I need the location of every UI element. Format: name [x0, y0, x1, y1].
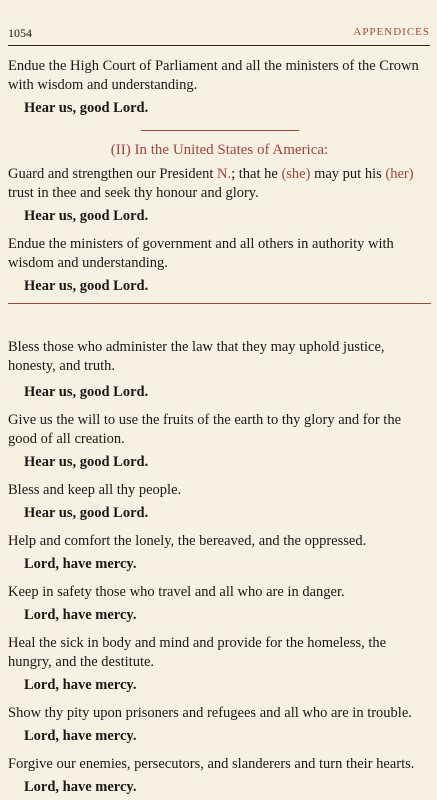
response-text: Hear us, good Lord.	[24, 505, 149, 521]
litany-body	[8, 52, 431, 797]
petition-text: Guard and strengthen our President N.; that he (she) may put his (her) trust in thee and seek thy honour and glory.	[8, 166, 414, 201]
petition-text: Bless and keep all thy people.	[8, 482, 182, 498]
petition-text: Endue the ministers of government and all others in authority with wisdom and understanding.	[8, 236, 394, 271]
petition-text: Show thy pity upon prisoners and refugees and all who are in trouble.	[8, 705, 412, 721]
petition-text: Endue the High Court of Parliament and all the ministers of the Crown with wisdom and understanding.	[8, 58, 419, 93]
page-number: 1054	[8, 26, 32, 40]
petition-text: Keep in safety those who travel and all who are in danger.	[8, 584, 345, 600]
response-text: Lord, have mercy.	[24, 677, 137, 693]
section-divider	[141, 130, 299, 131]
response-text: Lord, have mercy.	[24, 728, 137, 744]
response-text: Lord, have mercy.	[24, 779, 137, 795]
response-text: Lord, have mercy.	[24, 556, 137, 572]
response-text: Hear us, good Lord.	[24, 454, 149, 470]
pronoun-rubric: (she)	[281, 166, 311, 182]
name-rubric: N.	[217, 166, 232, 182]
response-text: Hear us, good Lord.	[24, 384, 149, 400]
petition-text: Heal the sick in body and mind and provide for the homeless, the hungry, and the destitute.	[8, 635, 387, 670]
petition-text: Help and comfort the lonely, the bereaved, and the oppressed.	[8, 533, 367, 549]
page-header	[8, 26, 430, 46]
section-heading: (II) In the United States of America:	[110, 142, 329, 158]
petition-text: Give us the will to use the fruits of the earth to thy glory and for the good of all creation.	[8, 412, 402, 447]
response-text: Hear us, good Lord.	[24, 278, 149, 294]
pronoun-rubric: (her)	[385, 166, 414, 182]
response-text: Hear us, good Lord.	[24, 100, 149, 116]
petition-text: Bless those who administer the law that they may uphold justice, honesty, and truth.	[8, 339, 385, 374]
running-head: APPENDICES	[353, 26, 430, 38]
petition-text: Forgive our enemies, persecutors, and slanderers and turn their hearts.	[8, 756, 415, 772]
header-rule	[8, 45, 430, 46]
response-text: Lord, have mercy.	[24, 607, 137, 623]
response-text: Hear us, good Lord.	[24, 208, 149, 224]
